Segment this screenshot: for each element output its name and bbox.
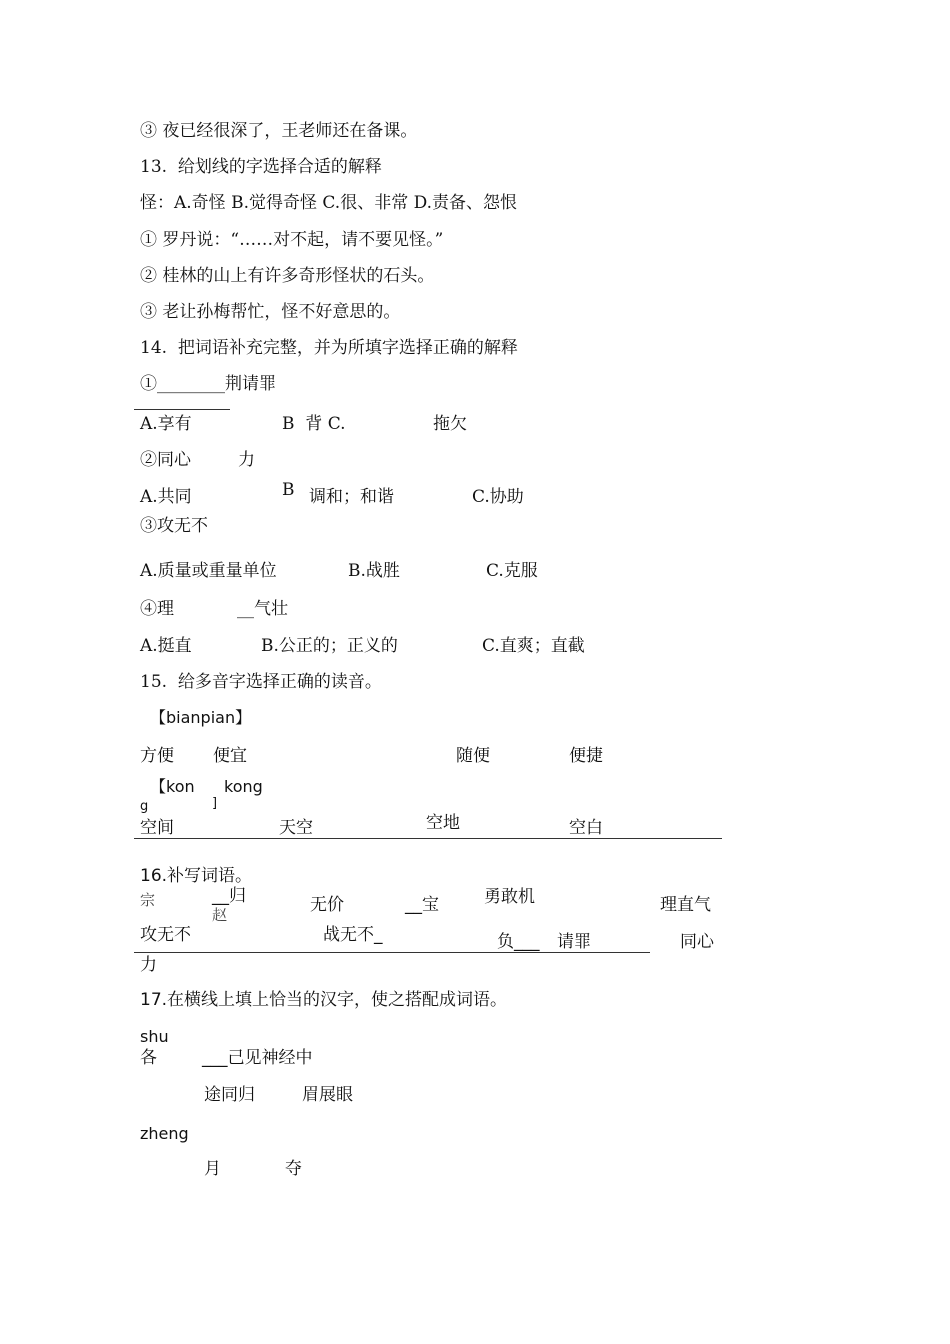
q16-qingzui: 请罪 [557, 932, 591, 952]
q16-wujia: 无价 [310, 895, 344, 915]
pinyin-g-fragment: g [140, 799, 149, 814]
q14-item-1-option-b: B 背 C. [282, 414, 346, 434]
word-bianjie: 便捷 [569, 746, 603, 766]
q14-item-4-option-a: A.挺直 [140, 636, 192, 656]
q16-zhanwubu: 战无不_ [323, 925, 383, 945]
q15-title: 15. 给多音字选择正确的读音。 [140, 672, 382, 692]
word-kongbai: 空白 [569, 818, 603, 838]
q14-item-2-option-b-letter: B [282, 480, 295, 500]
pinyin-bracket-bian-pian: 【bianpian】 [150, 708, 252, 727]
blank-underline-long [134, 952, 650, 953]
q14-item-4: ④理 [140, 599, 174, 619]
word-suibian: 随便 [456, 746, 490, 766]
q14-item-2: ②同心 [140, 450, 191, 470]
q13-item-1: ① 罗丹说：“……对不起，请不要见怪。” [140, 230, 444, 250]
q13-item-2: ② 桂林的山上有许多奇形怪状的石头。 [140, 266, 435, 286]
q16-fu-blank: 负___ [497, 932, 540, 952]
q14-item-3-option-c: C.克服 [486, 561, 538, 581]
word-kongjian: 空间 [140, 818, 174, 838]
q14-item-4-tail: __气壮 [237, 599, 288, 619]
q14-item-3: ③攻无不 [140, 516, 208, 536]
q13-title: 13. 给划线的字选择合适的解释 [140, 157, 382, 177]
q14-item-4-option-c: C.直爽；直截 [482, 636, 585, 656]
word-tiankong: 天空 [279, 818, 313, 838]
q17-jijian-shenjingzhong: ___己见神经中 [202, 1048, 313, 1068]
word-fangbian: 方便 [140, 746, 174, 766]
q16-yonggan: 勇敢机 [484, 887, 535, 907]
q12-item-3: ③ 夜已经很深了，王老师还在备课。 [140, 121, 418, 141]
q16-fragment-zong: 宗 [140, 891, 156, 909]
blank-underline [134, 409, 230, 410]
q16-gongwubu: 攻无不 [140, 925, 191, 945]
q14-item-1-option-a: A.享有 [140, 414, 192, 434]
q14-item-4-option-b: B.公正的；正义的 [261, 636, 398, 656]
q14-item-1-option-c: 拖欠 [433, 414, 467, 434]
pinyin-zheng: zheng [140, 1124, 189, 1143]
q13-item-3: ③ 老让孙梅帮忙，怪不好意思的。 [140, 302, 401, 322]
q14-item-3-option-b: B.战胜 [348, 561, 400, 581]
q16-lizhiqi: 理直气 [660, 895, 711, 915]
q14-item-2-tail: 力 [238, 450, 255, 470]
q17-yue: 月 [204, 1159, 221, 1179]
q17-tutonggui: 途同归 [204, 1085, 255, 1105]
bracket-fragment: ] [212, 796, 218, 811]
q17-ge: 各 [140, 1048, 157, 1068]
word-pianyi: 便宜 [213, 746, 247, 766]
q14-item-2-option-a: A.共同 [140, 487, 192, 507]
pinyin-kon: 【kon [150, 777, 195, 796]
q16-fragment-zhao: 赵 [212, 906, 228, 924]
q14-item-1: ①________荆请罪 [140, 374, 276, 394]
q17-title: 17.在横线上填上恰当的汉字，使之搭配成词语。 [140, 990, 508, 1010]
word-kongdi: 空地 [426, 813, 460, 833]
q14-item-2-option-c: C.协助 [472, 487, 524, 507]
pinyin-shu: shu [140, 1027, 169, 1046]
q16-blank-bao: __宝 [405, 895, 439, 915]
q14-item-2-option-b: 调和；和谐 [309, 487, 394, 507]
q14-item-3-option-a: A.质量或重量单位 [140, 561, 277, 581]
q13-options: 怪：A.奇怪 B.觉得奇怪 C.很、非常 D.责备、怨恨 [140, 193, 518, 213]
q17-meizhanyan: 眉展眼 [302, 1085, 353, 1105]
pinyin-kong: kong [224, 777, 263, 796]
q16-tongxin: 同心 [680, 932, 714, 952]
q17-duo: 夺 [285, 1159, 302, 1179]
divider-line [134, 838, 722, 839]
q16-li: 力 [140, 955, 157, 975]
q16-title: 16.补写词语。 [140, 866, 253, 886]
q16-blank-gui: __归 [212, 886, 246, 906]
q14-title: 14. 把词语补充完整，并为所填字选择正确的解释 [140, 338, 518, 358]
